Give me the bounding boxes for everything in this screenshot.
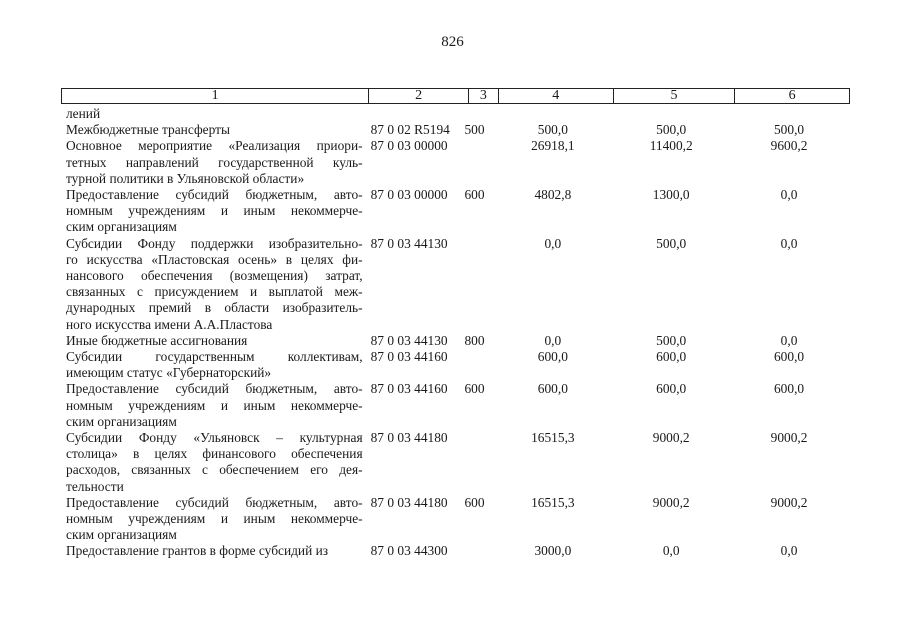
row-name bbox=[66, 236, 363, 333]
row-code: 87 0 03 44160 bbox=[370, 381, 448, 397]
row-expense-type: 600 bbox=[464, 381, 485, 397]
row-name-line: номным учреждениям и иным некоммерче- bbox=[66, 511, 363, 527]
row-name-line: Субсидии Фонду поддержки изобразительно- bbox=[66, 235, 363, 251]
row-value-col4: 4802,8 bbox=[534, 187, 572, 203]
row-name-line: Иные бюджетные ассигнования bbox=[66, 332, 248, 348]
row-value-col4: 16515,3 bbox=[531, 494, 575, 510]
row-name-line: тетных направлений государственной куль- bbox=[66, 154, 363, 170]
row-name bbox=[66, 430, 363, 495]
table-row bbox=[66, 349, 846, 381]
table-row bbox=[66, 430, 846, 495]
row-value-col5: 500,0 bbox=[656, 122, 687, 138]
page-number: 826 bbox=[441, 34, 464, 50]
table-row bbox=[66, 106, 846, 122]
row-name-line: Предоставление субсидий бюджетным, авто- bbox=[66, 381, 363, 397]
row-value-col5: 500,0 bbox=[656, 235, 687, 251]
row-name bbox=[66, 349, 363, 381]
row-name-line: Межбюджетные трансферты bbox=[66, 122, 230, 138]
row-value-col6: 600,0 bbox=[773, 381, 805, 397]
row-name-line: номным учреждениям и иным некоммерче- bbox=[66, 203, 363, 219]
row-expense-type: 600 bbox=[464, 494, 485, 510]
row-name-line: ским организациям bbox=[66, 413, 177, 429]
row-value-col6: 9600,2 bbox=[770, 138, 808, 154]
header-col-1: 1 bbox=[62, 89, 369, 103]
row-name-line: Предоставление грантов в форме субсидий из bbox=[66, 543, 329, 559]
row-name-line: турной политики в Ульяновской области» bbox=[66, 170, 305, 186]
row-code: 87 0 03 44300 bbox=[370, 543, 448, 559]
row-value-col5: 11400,2 bbox=[649, 138, 693, 154]
row-name-line: тельности bbox=[66, 478, 124, 494]
header-col-5: 5 bbox=[614, 89, 736, 103]
row-value-col5: 500,0 bbox=[656, 332, 687, 348]
row-name bbox=[66, 138, 363, 187]
row-name-line: имеющим статус «Губернаторский» bbox=[66, 365, 272, 381]
row-code: 87 0 03 44130 bbox=[370, 332, 448, 348]
row-name-line: нансового обеспечения (возмещения) затрат, bbox=[66, 268, 363, 284]
row-name-line: расходов, связанных с обеспечением его дея- bbox=[66, 462, 363, 478]
row-code: 87 0 03 44180 bbox=[370, 430, 448, 446]
row-name-line: ного искусства имени А.А.Пластова bbox=[66, 316, 273, 332]
table-row bbox=[66, 543, 846, 559]
row-value-col6: 9000,2 bbox=[770, 494, 808, 510]
row-name-line: го искусства «Пластовская осень» в целях фи- bbox=[66, 251, 363, 267]
table-body bbox=[66, 106, 846, 560]
row-name-line: ским организациям bbox=[66, 527, 177, 543]
row-name-line: столица» в целях финансового обеспечения bbox=[66, 446, 363, 462]
table-row bbox=[66, 187, 846, 236]
row-value-col6: 0,0 bbox=[780, 187, 798, 203]
row-expense-type: 500 bbox=[464, 122, 485, 138]
row-value-col4: 26918,1 bbox=[531, 138, 575, 154]
table-row bbox=[66, 236, 846, 333]
row-value-col6: 500,0 bbox=[773, 122, 805, 138]
row-name bbox=[66, 495, 363, 544]
row-expense-type: 600 bbox=[464, 187, 485, 203]
row-value-col4: 16515,3 bbox=[531, 430, 575, 446]
row-name-line: Предоставление субсидий бюджетным, авто- bbox=[66, 187, 363, 203]
row-name-line: Основное мероприятие «Реализация приори- bbox=[66, 138, 363, 154]
row-name bbox=[66, 187, 363, 236]
table-header bbox=[61, 88, 850, 104]
row-name-line: ским организациям bbox=[66, 219, 177, 235]
row-code: 87 0 03 44160 bbox=[370, 349, 448, 365]
row-code: 87 0 03 00000 bbox=[370, 187, 448, 203]
row-name-line: связанных с присуждением и выплатой меж- bbox=[66, 284, 363, 300]
row-name bbox=[66, 543, 363, 559]
row-name bbox=[66, 333, 363, 349]
row-value-col5: 9000,2 bbox=[652, 430, 690, 446]
header-col-4: 4 bbox=[499, 89, 614, 103]
table-row bbox=[66, 333, 846, 349]
row-value-col4: 3000,0 bbox=[534, 543, 572, 559]
table-row bbox=[66, 381, 846, 430]
row-value-col6: 9000,2 bbox=[770, 430, 808, 446]
row-value-col6: 0,0 bbox=[780, 235, 798, 251]
table-row bbox=[66, 122, 846, 138]
row-name bbox=[66, 106, 363, 122]
row-value-col4: 600,0 bbox=[537, 381, 568, 397]
row-value-col4: 0,0 bbox=[544, 332, 562, 348]
row-expense-type: 800 bbox=[464, 332, 485, 348]
header-col-6: 6 bbox=[788, 88, 796, 103]
row-code: 87 0 02 R5194 bbox=[370, 122, 450, 138]
row-value-col4: 600,0 bbox=[537, 349, 568, 365]
row-value-col5: 600,0 bbox=[656, 349, 687, 365]
row-value-col6: 0,0 bbox=[780, 332, 798, 348]
header-col-2: 2 bbox=[369, 89, 469, 103]
row-value-col4: 500,0 bbox=[537, 122, 568, 138]
row-name-line: лений bbox=[66, 106, 101, 121]
row-name-line: номным учреждениям и иным некоммерче- bbox=[66, 397, 363, 413]
row-value-col6: 600,0 bbox=[773, 349, 805, 365]
row-name bbox=[66, 381, 363, 430]
row-code: 87 0 03 00000 bbox=[370, 138, 448, 154]
row-value-col4: 0,0 bbox=[544, 235, 562, 251]
row-name bbox=[66, 122, 363, 138]
row-name-line: Субсидии государственным коллективам, bbox=[66, 349, 363, 365]
table-row bbox=[66, 495, 846, 544]
row-name-line: Субсидии Фонду «Ульяновск – культурная bbox=[66, 430, 363, 446]
row-value-col5: 600,0 bbox=[656, 381, 687, 397]
row-value-col5: 1300,0 bbox=[652, 187, 690, 203]
header-col-3: 3 bbox=[469, 89, 499, 103]
row-code: 87 0 03 44180 bbox=[370, 494, 448, 510]
row-value-col6: 0,0 bbox=[780, 543, 798, 559]
row-name-line: дународных премий в области изобразитель- bbox=[66, 300, 363, 316]
row-value-col5: 9000,2 bbox=[652, 494, 690, 510]
row-value-col5: 0,0 bbox=[662, 543, 680, 559]
table-row bbox=[66, 138, 846, 187]
row-name-line: Предоставление субсидий бюджетным, авто- bbox=[66, 494, 363, 510]
row-code: 87 0 03 44130 bbox=[370, 235, 448, 251]
